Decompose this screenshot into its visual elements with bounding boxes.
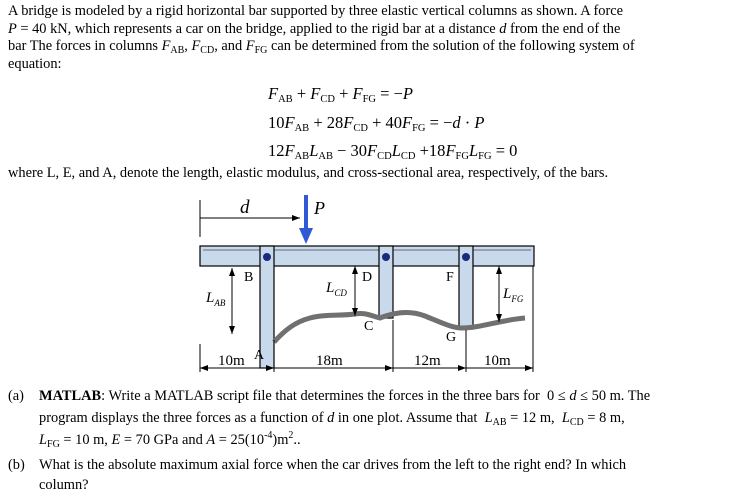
- part-b-line-1: What is the absolute maximum axial force when the car drives from the left to the right end? In which: [39, 457, 627, 473]
- svg-text:10m: 10m: [218, 353, 245, 369]
- part-a-label: (a): [8, 388, 24, 404]
- intro-line-3: bar The forces in columns $F_{AB}$, $F_{CD}$, and $F_{FG}$ can be determined from the solution of the following system of: [8, 38, 635, 57]
- d-label: d: [240, 197, 250, 218]
- svg-text:12m: 12m: [414, 353, 441, 369]
- rigid-bar: [200, 246, 534, 266]
- part-b: [8, 455, 734, 497]
- svg-text:D: D: [362, 270, 373, 285]
- svg-text:G: G: [446, 330, 457, 345]
- svg-text:F: F: [446, 270, 454, 285]
- equation-3: $12F_{AB}L_{AB} - 30F_{CD}L_{CD} +18F_{FG}L_{FG} = 0$: [268, 141, 518, 162]
- svg-text:LFG: $L_{FG}$: [503, 286, 524, 304]
- part-b-label: (b): [8, 457, 25, 473]
- svg-text:10m: 10m: [484, 353, 511, 369]
- svg-text:LCD: $L_{CD}$: [326, 280, 347, 298]
- part-b-line-2: column?: [39, 477, 89, 493]
- ground-line: [274, 312, 525, 342]
- equation-2: $10F_{AB} + 28F_{CD} + 40F_{FG} = -d \cdot P$: [268, 113, 485, 134]
- intro-line-2: P = 40 kN, which represents a car on the bridge, applied to the rigid bar at a distance d from the end of the: [8, 20, 621, 37]
- intro-line-4: equation:: [8, 55, 62, 72]
- intro-line-1: A bridge is modeled by a rigid horizontal bar supported by three elastic vertical columns as shown. A force: [8, 3, 624, 19]
- svg-text:18m: 18m: [316, 353, 343, 369]
- part-a: [8, 385, 734, 451]
- svg-text:A: A: [254, 348, 265, 363]
- svg-text:LAB: $L_{AB}$: [206, 290, 226, 308]
- part-a-text: MATLAB: Write a MATLAB script file that determines the forces in the three bars for 0 ≤ d ≤ 50 m. The program displays the three forces as a function of d in one plot. Assume that $L_{AB} = 12$ m, $L_{CD} = 8$ m, $L_{FG} = 10$ m, E = 70 GPa and $A = 25(10^{-4})m^2$..: [39, 388, 651, 450]
- equation-1: $F_{AB} + F_{CD} + F_{FG} = -P$: [268, 84, 413, 105]
- part-b-text: [39, 455, 734, 495]
- where-line: where L, E, and A, denote the length, elastic modulus, and cross-sectional area, respectively, of the bars.: [8, 165, 609, 181]
- svg-text:C: C: [364, 319, 374, 334]
- svg-text:B: B: [244, 270, 254, 285]
- P-label: P: [314, 198, 325, 218]
